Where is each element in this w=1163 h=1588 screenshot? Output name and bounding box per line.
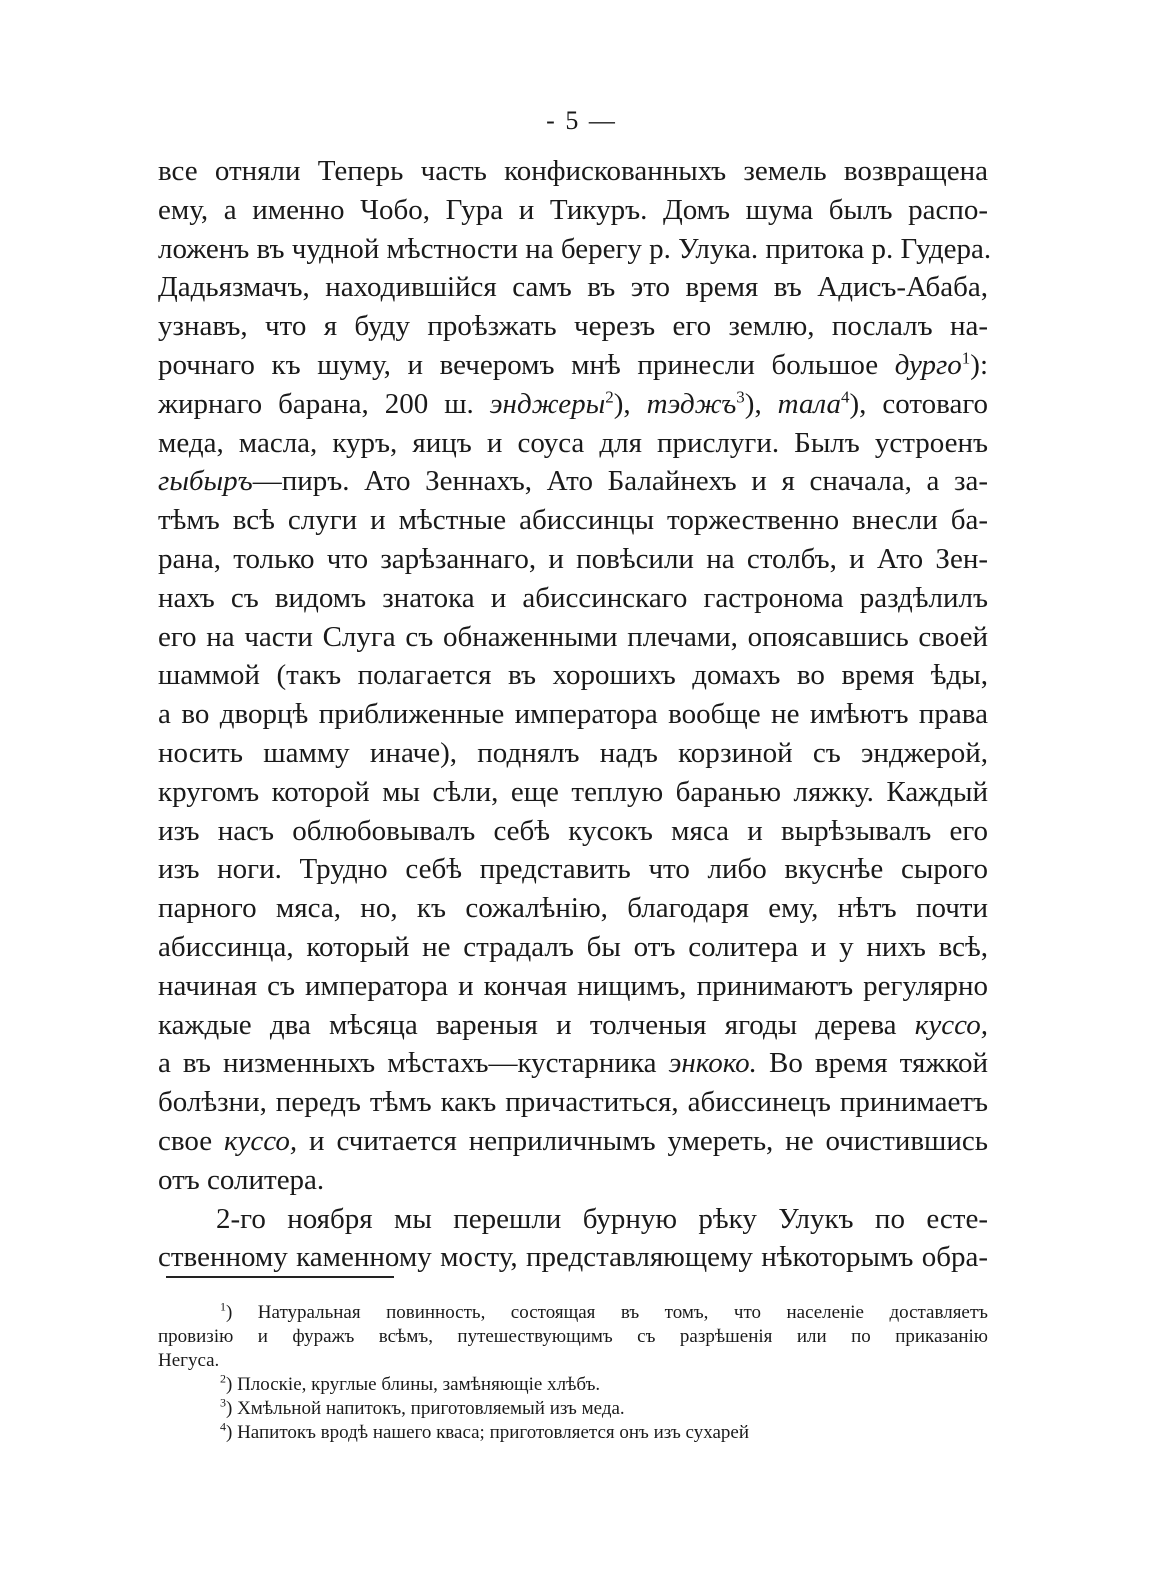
text-line	[158, 1083, 988, 1122]
text-segment: абиссинца, который не страдалъ бы отъ солитера и у нихъ всѣ,	[158, 930, 988, 963]
footnote-line	[158, 1325, 988, 1349]
text-segment: а въ низменныхъ мѣстахъ—кустарника	[158, 1047, 669, 1080]
text-line	[158, 462, 988, 501]
text-segment: ),	[613, 387, 647, 420]
text-line	[158, 812, 988, 851]
text-segment: кругомъ которой мы сѣли, еще теплую баранью ляжку. Каждый	[158, 775, 988, 808]
text-line	[158, 1161, 988, 1200]
text-line	[158, 579, 988, 618]
body-text	[158, 152, 992, 1277]
italic-term: энкоко.	[668, 1047, 757, 1080]
text-segment: изъ насъ облюбовывалъ себѣ кусокъ мяса и вырѣзывалъ его	[158, 814, 988, 847]
footnote-line	[158, 1397, 988, 1421]
italic-term: куссо,	[223, 1124, 298, 1157]
text-segment: рочнаго къ шуму, и вечеромъ мнѣ принесли большое	[158, 348, 895, 381]
text-segment: парного мяса, но, къ сожалѣнію, благодаря ему, нѣтъ почти	[158, 892, 988, 925]
footnote-marker: 4	[220, 1419, 226, 1434]
text-line	[158, 928, 988, 967]
text-segment: свое	[158, 1124, 224, 1157]
text-line	[158, 850, 988, 889]
text-segment: ),	[744, 387, 778, 420]
italic-term: энджеры	[489, 387, 606, 420]
footnote-marker: 2	[605, 387, 614, 407]
text-segment: и считается неприличнымъ умереть, не очистившись	[297, 1124, 989, 1157]
text-line	[158, 385, 988, 424]
text-line	[158, 889, 988, 928]
footnotes	[158, 1301, 988, 1445]
footnote-marker: 1	[961, 348, 971, 368]
footnote-marker: 4	[840, 387, 850, 407]
text-segment: узнавъ, что я буду проѣзжать черезъ его землю, послалъ на-	[158, 310, 988, 343]
text-line	[158, 540, 988, 579]
text-segment: Во время тяжкой	[756, 1047, 988, 1080]
italic-term: тала	[777, 387, 841, 420]
text-line	[158, 191, 988, 230]
text-segment: шаммой (такъ полагается въ хорошихъ домахъ во время ѣды,	[158, 659, 988, 692]
text-segment: болѣзни, передъ тѣмъ какъ причаститься, абиссинецъ принимаетъ	[158, 1086, 988, 1119]
text-line	[158, 268, 988, 307]
text-segment: отъ солитера.	[158, 1163, 325, 1196]
text-line	[158, 734, 988, 773]
text-segment: носить шамму иначе), поднялъ надъ корзиной съ энджерой,	[158, 736, 988, 769]
text-line	[158, 618, 988, 657]
text-segment: все отняли Теперь часть конфискованныхъ земель возвращена	[158, 155, 988, 187]
footnote-line	[158, 1349, 988, 1373]
text-segment: ) Плоскіе, круглые блины, замѣняющіе хлѣбъ.	[226, 1374, 601, 1395]
text-line	[158, 501, 988, 540]
footnote-line	[158, 1301, 988, 1325]
page-number: - 5 —	[546, 106, 617, 135]
text-line	[158, 307, 988, 346]
text-segment: изъ ноги. Трудно себѣ представить что либо вкуснѣе сырого	[158, 853, 988, 886]
text-segment: ) Хмѣльной напитокъ, приготовляемый изъ меда.	[226, 1398, 625, 1419]
text-line	[158, 967, 988, 1006]
text-segment: ):	[970, 348, 988, 381]
text-segment: жирнаго барана, 200 ш.	[158, 387, 490, 420]
text-line	[158, 346, 988, 385]
footnote-line	[158, 1373, 988, 1397]
footnote-marker: 2	[220, 1371, 226, 1386]
text-segment: каждые два мѣсяца вареныя и толченыя ягоды дерева	[158, 1008, 915, 1041]
text-segment: а во дворцѣ приближенные императора вообще не имѣютъ права	[158, 698, 988, 731]
text-segment: 2-го ноября мы перешли бурную рѣку Улукъ по есте-	[216, 1202, 988, 1235]
text-segment: ), сотоваго	[849, 387, 988, 420]
text-segment: меда, масла, куръ, яицъ и соуса для прислуги. Былъ устроенъ	[158, 426, 988, 459]
footnote-line	[158, 1421, 988, 1445]
italic-term: куссо,	[914, 1008, 988, 1041]
text-line	[158, 656, 988, 695]
footnote-marker: 1	[220, 1299, 226, 1314]
italic-term: тэджъ	[646, 387, 737, 420]
text-line	[158, 773, 988, 812]
text-line	[158, 1044, 988, 1083]
italic-term: дурго	[894, 348, 962, 381]
text-line	[158, 1238, 988, 1277]
italic-term: гыбыръ	[158, 465, 253, 498]
text-segment: рана, только что зарѣзаннаго, и повѣсили на столбъ, и Ато Зен-	[158, 542, 988, 575]
footnote-marker: 3	[220, 1395, 226, 1410]
text-line	[158, 1200, 988, 1239]
text-line	[158, 424, 988, 463]
text-segment: его на части Слуга съ обнаженными плечами, опоясавшись своей	[158, 620, 988, 653]
text-line	[158, 1006, 988, 1045]
text-segment: провизію и фуражъ всѣмъ, путешествующимъ съ разрѣшенія или по приказанію	[158, 1326, 988, 1347]
footnote-divider	[166, 1276, 394, 1278]
text-line	[158, 1122, 988, 1161]
text-segment: ) Натуральная повинность, состоящая въ томъ, что населеніе доставляетъ	[226, 1302, 988, 1323]
text-segment: ему, а именно Чобо, Гура и Тикуръ. Домъ шума былъ распо-	[158, 193, 988, 226]
text-segment: Негуса.	[158, 1350, 220, 1371]
text-line	[158, 230, 992, 269]
text-segment: Дадьязмачъ, находившійся самъ въ это время въ Адисъ-Абаба,	[158, 271, 988, 304]
text-segment: нахъ съ видомъ знатока и абиссинскаго гастронома раздѣлилъ	[158, 581, 988, 614]
text-segment: тѣмъ всѣ слуги и мѣстные абиссинцы торжественно внесли ба-	[158, 504, 988, 537]
text-segment: ложенъ въ чудной мѣстности на берегу р. Улука. притока р. Гудера.	[158, 232, 992, 265]
text-line	[158, 152, 988, 191]
text-segment: начиная съ императора и кончая нищимъ, принимаютъ регулярно	[158, 969, 988, 1002]
text-segment: ) Напитокъ вродѣ нашего кваса; приготовляется онъ изъ сухарей	[226, 1422, 750, 1443]
text-segment: ственному каменному мосту, представляющему нѣкоторымъ обра-	[158, 1241, 988, 1274]
text-line	[158, 695, 988, 734]
text-segment: —пиръ. Ато Зеннахъ, Ато Балайнехъ и я сначала, а за-	[252, 465, 988, 498]
footnote-marker: 3	[736, 387, 745, 407]
